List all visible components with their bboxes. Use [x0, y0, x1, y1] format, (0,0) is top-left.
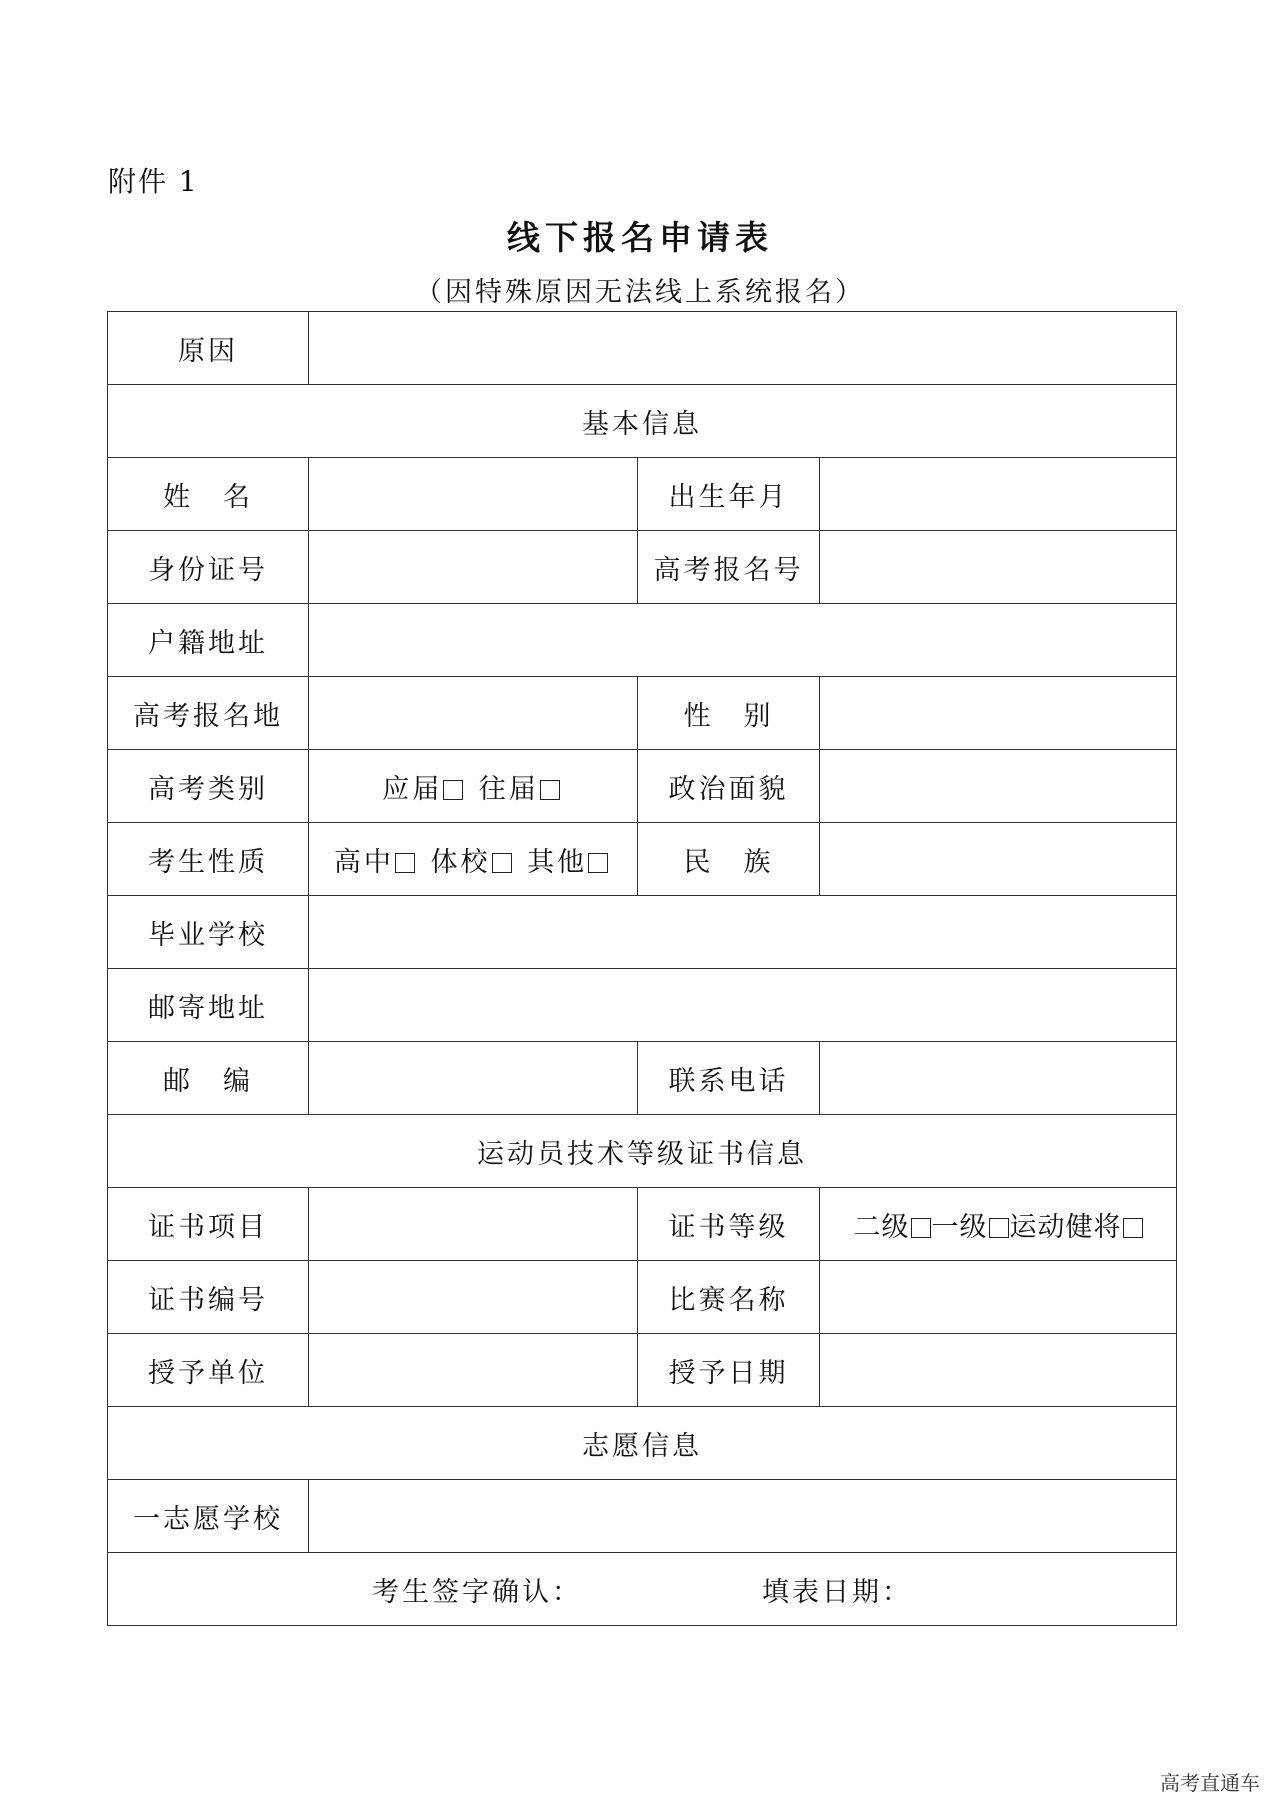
birth-field[interactable]: [820, 458, 1177, 531]
row-id: [108, 531, 1177, 604]
cert-no-field[interactable]: [309, 1261, 638, 1334]
row-exam-place: [108, 677, 1177, 750]
option-high-school[interactable]: [334, 840, 419, 879]
row-household: [108, 604, 1177, 677]
competition-label: 比赛名称: [638, 1261, 820, 1334]
exam-no-label: 高考报名号: [638, 531, 820, 604]
section-basic-info: 基本信息: [108, 385, 1177, 458]
signature-label: 考生签字确认：: [372, 1576, 582, 1608]
name-field[interactable]: [309, 458, 638, 531]
exam-place-label: 高考报名地: [108, 677, 309, 750]
option-level-2-label: 二级: [853, 1211, 910, 1243]
row-student-type: [108, 823, 1177, 896]
checkbox-high-school[interactable]: [395, 853, 415, 873]
mail-address-field[interactable]: [309, 969, 1177, 1042]
checkbox-sports-school[interactable]: [492, 853, 512, 873]
mail-address-label: 邮寄地址: [108, 969, 309, 1042]
reason-field[interactable]: [309, 312, 1177, 385]
option-fresh-label: 应届: [382, 773, 443, 805]
competition-field[interactable]: [820, 1261, 1177, 1334]
gender-label: 性 别: [638, 677, 820, 750]
signature-cell: [108, 1553, 1177, 1626]
issue-date-label: 授予日期: [638, 1334, 820, 1407]
phone-label: 联系电话: [638, 1042, 820, 1115]
checkbox-fresh[interactable]: [443, 780, 463, 800]
section-choice-info: 志愿信息: [108, 1407, 1177, 1480]
option-master[interactable]: [1010, 1205, 1143, 1244]
row-issuer: [108, 1334, 1177, 1407]
form-subtitle: （因特殊原因无法线上系统报名）: [415, 277, 865, 308]
row-reason: [108, 312, 1177, 385]
checkbox-level-2[interactable]: [911, 1218, 931, 1238]
option-level-1-label: 一级: [931, 1211, 988, 1243]
gender-field[interactable]: [820, 677, 1177, 750]
row-section-choice: [108, 1407, 1177, 1480]
checkbox-master[interactable]: [1123, 1218, 1143, 1238]
student-type-label: 考生性质: [108, 823, 309, 896]
school-field[interactable]: [309, 896, 1177, 969]
political-field[interactable]: [820, 750, 1177, 823]
option-other-label: 其他: [527, 846, 588, 878]
option-high-school-label: 高中: [333, 846, 394, 878]
section-athlete-cert: 运动员技术等级证书信息: [108, 1115, 1177, 1188]
option-fresh[interactable]: [382, 767, 467, 806]
form-title: 线下报名申请表: [507, 218, 773, 257]
option-sports-school[interactable]: [431, 840, 516, 879]
cert-level-options: [820, 1188, 1177, 1261]
school-label: 毕业学校: [108, 896, 309, 969]
checkbox-other[interactable]: [588, 853, 608, 873]
row-cert-no: [108, 1261, 1177, 1334]
option-sports-school-label: 体校: [430, 846, 491, 878]
household-label: 户籍地址: [108, 604, 309, 677]
exam-no-field[interactable]: [820, 531, 1177, 604]
ethnicity-label: 民 族: [638, 823, 820, 896]
id-number-field[interactable]: [309, 531, 638, 604]
option-repeat-label: 往届: [478, 773, 539, 805]
issuer-field[interactable]: [309, 1334, 638, 1407]
first-choice-label: 一志愿学校: [108, 1480, 309, 1553]
exam-type-label: 高考类别: [108, 750, 309, 823]
first-choice-field[interactable]: [309, 1480, 1177, 1553]
row-name: [108, 458, 1177, 531]
attachment-label: 附件 1: [108, 165, 199, 198]
postcode-field[interactable]: [309, 1042, 638, 1115]
birth-label: 出生年月: [638, 458, 820, 531]
issuer-label: 授予单位: [108, 1334, 309, 1407]
ethnicity-field[interactable]: [820, 823, 1177, 896]
phone-field[interactable]: [820, 1042, 1177, 1115]
postcode-label: 邮 编: [108, 1042, 309, 1115]
household-field[interactable]: [309, 604, 1177, 677]
option-other[interactable]: [527, 840, 612, 879]
political-label: 政治面貌: [638, 750, 820, 823]
watermark-text: 高考直通车: [1160, 1771, 1260, 1795]
name-label: 姓 名: [108, 458, 309, 531]
row-cert-item: [108, 1188, 1177, 1261]
checkbox-repeat[interactable]: [540, 780, 560, 800]
row-mail-address: [108, 969, 1177, 1042]
exam-place-field[interactable]: [309, 677, 638, 750]
cert-level-label: 证书等级: [638, 1188, 820, 1261]
student-type-options: [309, 823, 638, 896]
option-master-label: 运动健将: [1009, 1211, 1122, 1243]
row-first-choice: [108, 1480, 1177, 1553]
option-repeat[interactable]: [479, 767, 564, 806]
cert-no-label: 证书编号: [108, 1261, 309, 1334]
row-school: [108, 896, 1177, 969]
option-level-2[interactable]: [854, 1205, 932, 1244]
row-section-basic: [108, 385, 1177, 458]
fill-date-label: 填表日期：: [762, 1576, 912, 1608]
exam-type-options: [309, 750, 638, 823]
option-level-1[interactable]: [932, 1205, 1010, 1244]
row-postcode: [108, 1042, 1177, 1115]
reason-label: 原因: [108, 312, 309, 385]
cert-item-field[interactable]: [309, 1188, 638, 1261]
row-signature: [108, 1553, 1177, 1626]
row-section-athlete: [108, 1115, 1177, 1188]
checkbox-level-1[interactable]: [989, 1218, 1009, 1238]
row-exam-type: [108, 750, 1177, 823]
application-form-table: [107, 311, 1177, 1626]
cert-item-label: 证书项目: [108, 1188, 309, 1261]
issue-date-field[interactable]: [820, 1334, 1177, 1407]
id-number-label: 身份证号: [108, 531, 309, 604]
